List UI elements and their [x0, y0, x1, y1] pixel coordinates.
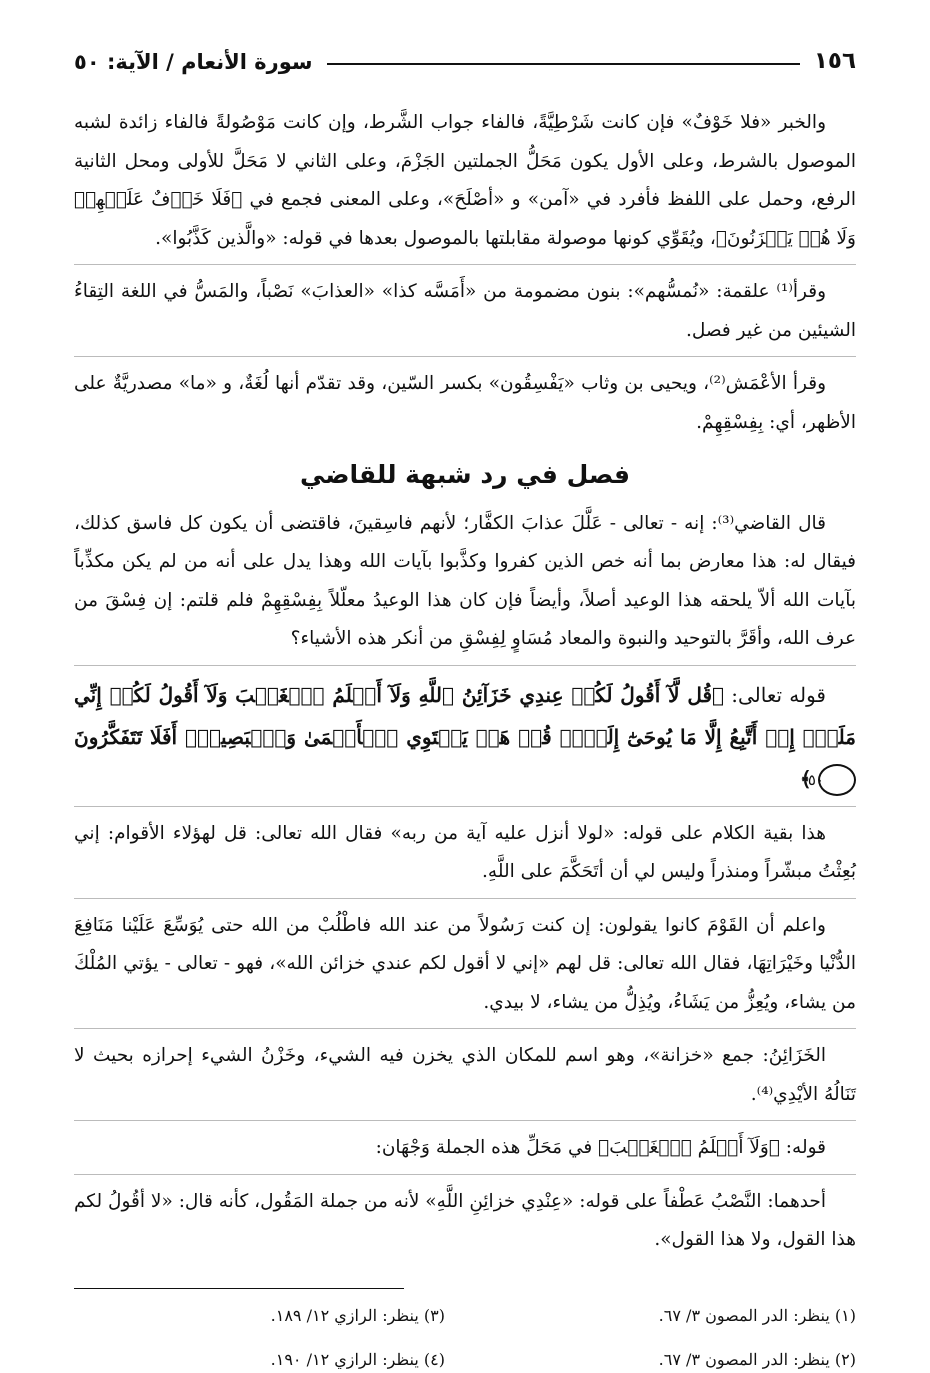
paragraph-2: وقرأ⁽¹⁾ علقمة: «نُمسُّهم»: بنون مضمومة من «أَمَسَّه كذا» «العذابَ» نَصْباً، والمَسُّ في اللغة التِقاءُ الشيئين من غير فصل. — [74, 281, 856, 341]
ayah-number-icon: ٥٠ — [818, 764, 856, 796]
header-rule — [327, 63, 800, 65]
ayah-text: ﴿قُل لَّآ أَقُولُ لَكُمۡ عِندِي خَزَآئِنُ ٱللَّهِ وَلَآ أَعۡلَمُ ٱلۡغَيۡبَ وَلَآ أَقُولُ لَكُمۡ إِنِّي مَلَكٌۖ إِنۡ أَتَّبِعُ إِلَّا مَا يُوحَىٰٓ إِلَيَّۚ قُلۡ هَلۡ يَسۡتَوِي ٱلۡأَعۡمَىٰ وَٱلۡبَصِيرُۚ أَفَلَا تَتَفَكَّرُونَ — [74, 682, 856, 749]
after-paragraph-1: هذا بقية الكلام على قوله: «لولا أنزل عليه آية من ربه» فقال الله تعالى: قل لهؤلاء الأقوام: إني بُعِثْتُ مبشّراً ومنذراً وليس لي أن أتَحَكَّمَ على اللَّهِ. — [74, 822, 856, 882]
page — [74, 34, 856, 1373]
footnote-2: (٢) ينظر: الدر المصون ٣/ ٦٧. — [658, 1349, 856, 1369]
after-paragraph-4: قوله: ﴿وَلَآ أَعۡلَمُ ٱلۡغَيۡبَ﴾ في مَحَلِّ هذه الجملة وَجْهَان: — [375, 1137, 826, 1158]
ayah-block — [74, 674, 856, 800]
footnote-3: (٣) ينظر: الرازي ١٢/ ١٨٩. — [270, 1305, 445, 1325]
paragraph-separator — [74, 1120, 856, 1121]
after-paragraph-2: واعلم أن القَوْمَ كانوا يقولون: إن كنت رَسُولاً من عند الله فاطْلُبْ من الله حتى يُوَسِّعَ عَلَيْنا مَنَافِعَ الدُّنْيا وخَيْرَاتِهَا، فقال الله تعالى: قل لهم «إني لا أقول لكم عندي خزائن الله»، فهو - تعالى - يؤتي المُلْكَ من يشاء، ويُعِزُّ من يَشَاءُ، ويُذِلُّ من يشاء، لا بيدي. — [74, 914, 856, 1013]
after-paragraph-3: الخَزَائِنُ: جمع «خزانة»، وهو اسم للمكان الذي يخزن فيه الشيء، وخَزْنُ الشيء إحرازه بحيث لا تَنَالُهُ الأيْدِي⁽⁴⁾. — [74, 1045, 856, 1105]
after-paragraph-5: أحدهما: النَّصْبُ عَطْفاً على قوله: «عِنْدِي خزائِنِ اللَّهِ» لأنه من جملة المَقُول، كأنه قال: «لا أقُولُ لكم هذا القول، ولا هذا القول». — [74, 1190, 856, 1250]
footnote-rule — [74, 1288, 404, 1289]
paragraph-1: والخبر «فلا خَوْفٌ» فإن كانت شَرْطِيَّةً، فالفاء جواب الشَّرط، وإن كانت مَوْصُولةً فالفاء زائدة لشبه الموصول بالشرط، وعلى الأول يكون مَحَلُّ الجملتين الجَزْمَ، وعلى الثاني لا مَحَلَّ للأولى ومحل الثانية الرفع، وحمل على اللفظ فأفرد في «آمن» و «أصْلَحَ»، وعلى المعنى فجمع في ﴿فَلَا خَوۡفٌ عَلَيۡهِمۡ وَلَا هُمۡ يَحۡزَنُونَ﴾، ويُقَوِّي كونها موصولة مقابلتها بالموصول بعدها في قوله: «والَّذين كَذَّبُوا». — [74, 112, 856, 249]
section-paragraph-1: قال القاضي⁽³⁾: إنه - تعالى - عَلَّلَ عذابَ الكفَّار؛ لأنهم فاسِقينَ، فاقتضى أن يكون كل فاسق كذلك، فيقال له: هذا معارض بما أنه خص الذين كفروا وكذَّبوا بآيات الله وهذا يدل على أنه من لم يكن مكذِّباً بآيات الله ألاّ يلحقه هذا الوعيد أصلاً، وأيضاً فإن كان هذا الوعيدُ معلّلاً بِفِسْقِهِمْ فلم قلتم: إن فِسْقَ من عرف الله، وأقَرَّ بالتوحيد والنبوة والمعاد مُسَاوٍ لِفِسْقِ من أنكر هذه الأشياء؟ — [74, 512, 856, 649]
running-title: سورة الأنعام / الآية: ٥٠ — [74, 50, 313, 74]
footnote-rule-wrap — [74, 1266, 856, 1303]
footnote-4: (٤) ينظر: الرازي ١٢/ ١٩٠. — [270, 1349, 445, 1369]
footnotes — [74, 1303, 856, 1373]
ayah-close: ﴾ — [799, 766, 812, 791]
ayah-intro: قوله تعالى: — [724, 682, 826, 707]
page-header — [74, 34, 856, 74]
paragraph-separator — [74, 356, 856, 357]
paragraph-separator — [74, 898, 856, 899]
paragraph-3: وقرأ الأعْمَش⁽²⁾، ويحيى بن وثاب «يَفْسِقُون» بكسر السّين، وقد تقدّم أنها لُغَةٌ، و «ما» مصدريَّةٌ على الأظهر، أي: بِفِسْقِهِمْ. — [74, 373, 856, 433]
section-title: فصل في رد شبهة للقاضي — [300, 460, 630, 489]
paragraph-separator — [74, 665, 856, 666]
paragraph-separator — [74, 1174, 856, 1175]
footnote-1: (١) ينظر: الدر المصون ٣/ ٦٧. — [658, 1305, 856, 1325]
paragraph-separator — [74, 1028, 856, 1029]
page-number: ١٥٦ — [813, 48, 856, 74]
main-text — [74, 104, 856, 1303]
paragraph-separator — [74, 806, 856, 807]
paragraph-separator — [74, 264, 856, 265]
